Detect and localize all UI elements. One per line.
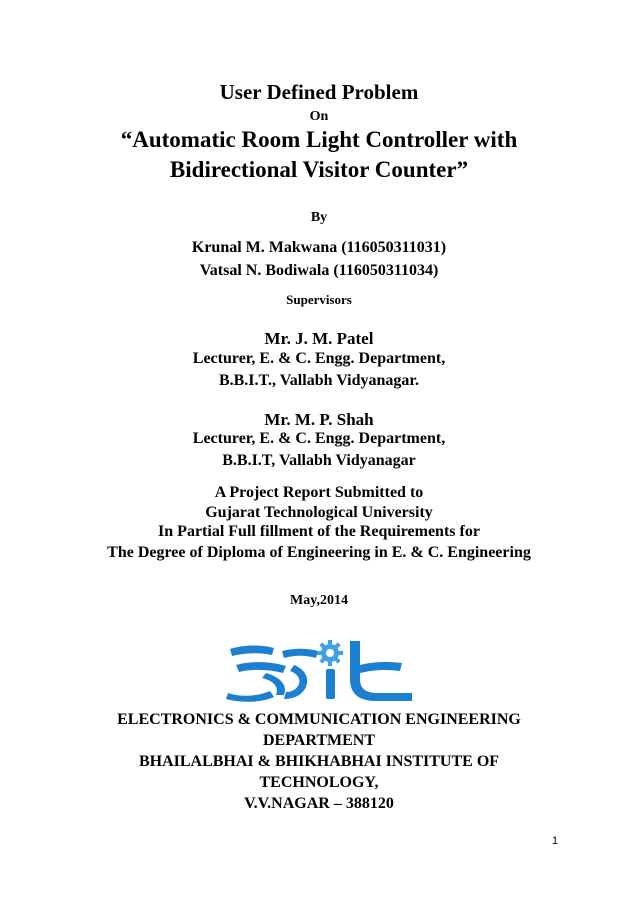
supervisors-label: Supervisors — [286, 292, 352, 307]
supervisor-1-inst: B.B.I.T., Vallabh Vidyanagar. — [218, 372, 420, 389]
supervisor-2-dept: Lecturer, E. & C. Engg. Department, — [192, 430, 446, 447]
logo-gear — [317, 640, 343, 666]
footer-line-4: TECHNOLOGY, — [259, 774, 379, 791]
report-date: May,2014 — [290, 593, 348, 608]
student-2: Vatsal N. Bodiwala (116050311034) — [199, 262, 439, 279]
submission-line-1: A Project Report Submitted to — [214, 484, 424, 501]
logo-stroke-4 — [226, 691, 274, 702]
supervisor-1-dept: Lecturer, E. & C. Engg. Department, — [192, 350, 446, 367]
logo-stroke-6 — [284, 665, 307, 699]
student-1: Krunal M. Makwana (116050311031) — [191, 239, 447, 256]
supervisor-2-name: Mr. M. P. Shah — [264, 410, 374, 429]
logo-stroke-1 — [230, 645, 274, 656]
bbit-logo-icon — [226, 635, 414, 705]
logo-stroke-2 — [236, 662, 286, 673]
doc-heading: User Defined Problem — [219, 80, 419, 104]
on-label: On — [309, 109, 329, 124]
logo-right-bar — [360, 662, 402, 673]
logo-right-glyph — [350, 641, 412, 701]
supervisor-1-name: Mr. J. M. Patel — [264, 329, 374, 348]
logo-stroke-3 — [262, 673, 285, 695]
logo-i-stem — [326, 669, 335, 699]
footer-line-3: BHAILALBHAI & BHIKHABHAI INSTITUTE OF — [138, 753, 500, 770]
supervisor-2-inst: B.B.I.T, Vallabh Vidyanagar — [222, 452, 416, 469]
project-title-line-2: Bidirectional Visitor Counter” — [169, 157, 469, 182]
logo-stroke-5 — [282, 649, 318, 658]
submission-line-2: Gujarat Technological University — [205, 504, 433, 521]
footer-line-5: V.V.NAGAR – 388120 — [244, 795, 394, 812]
submission-line-3: In Partial Full fillment of the Requirements for — [158, 523, 480, 540]
submission-line-4: The Degree of Diploma of Engineering in E. & C. Engineering — [107, 544, 531, 561]
page-number: 1 — [552, 835, 559, 847]
project-title-line-1: “Automatic Room Light Controller with — [120, 127, 518, 152]
footer-line-2: DEPARTMENT — [262, 732, 376, 749]
by-label: By — [310, 210, 328, 225]
footer-line-1: ELECTRONICS & COMMUNICATION ENGINEERING — [117, 711, 521, 728]
